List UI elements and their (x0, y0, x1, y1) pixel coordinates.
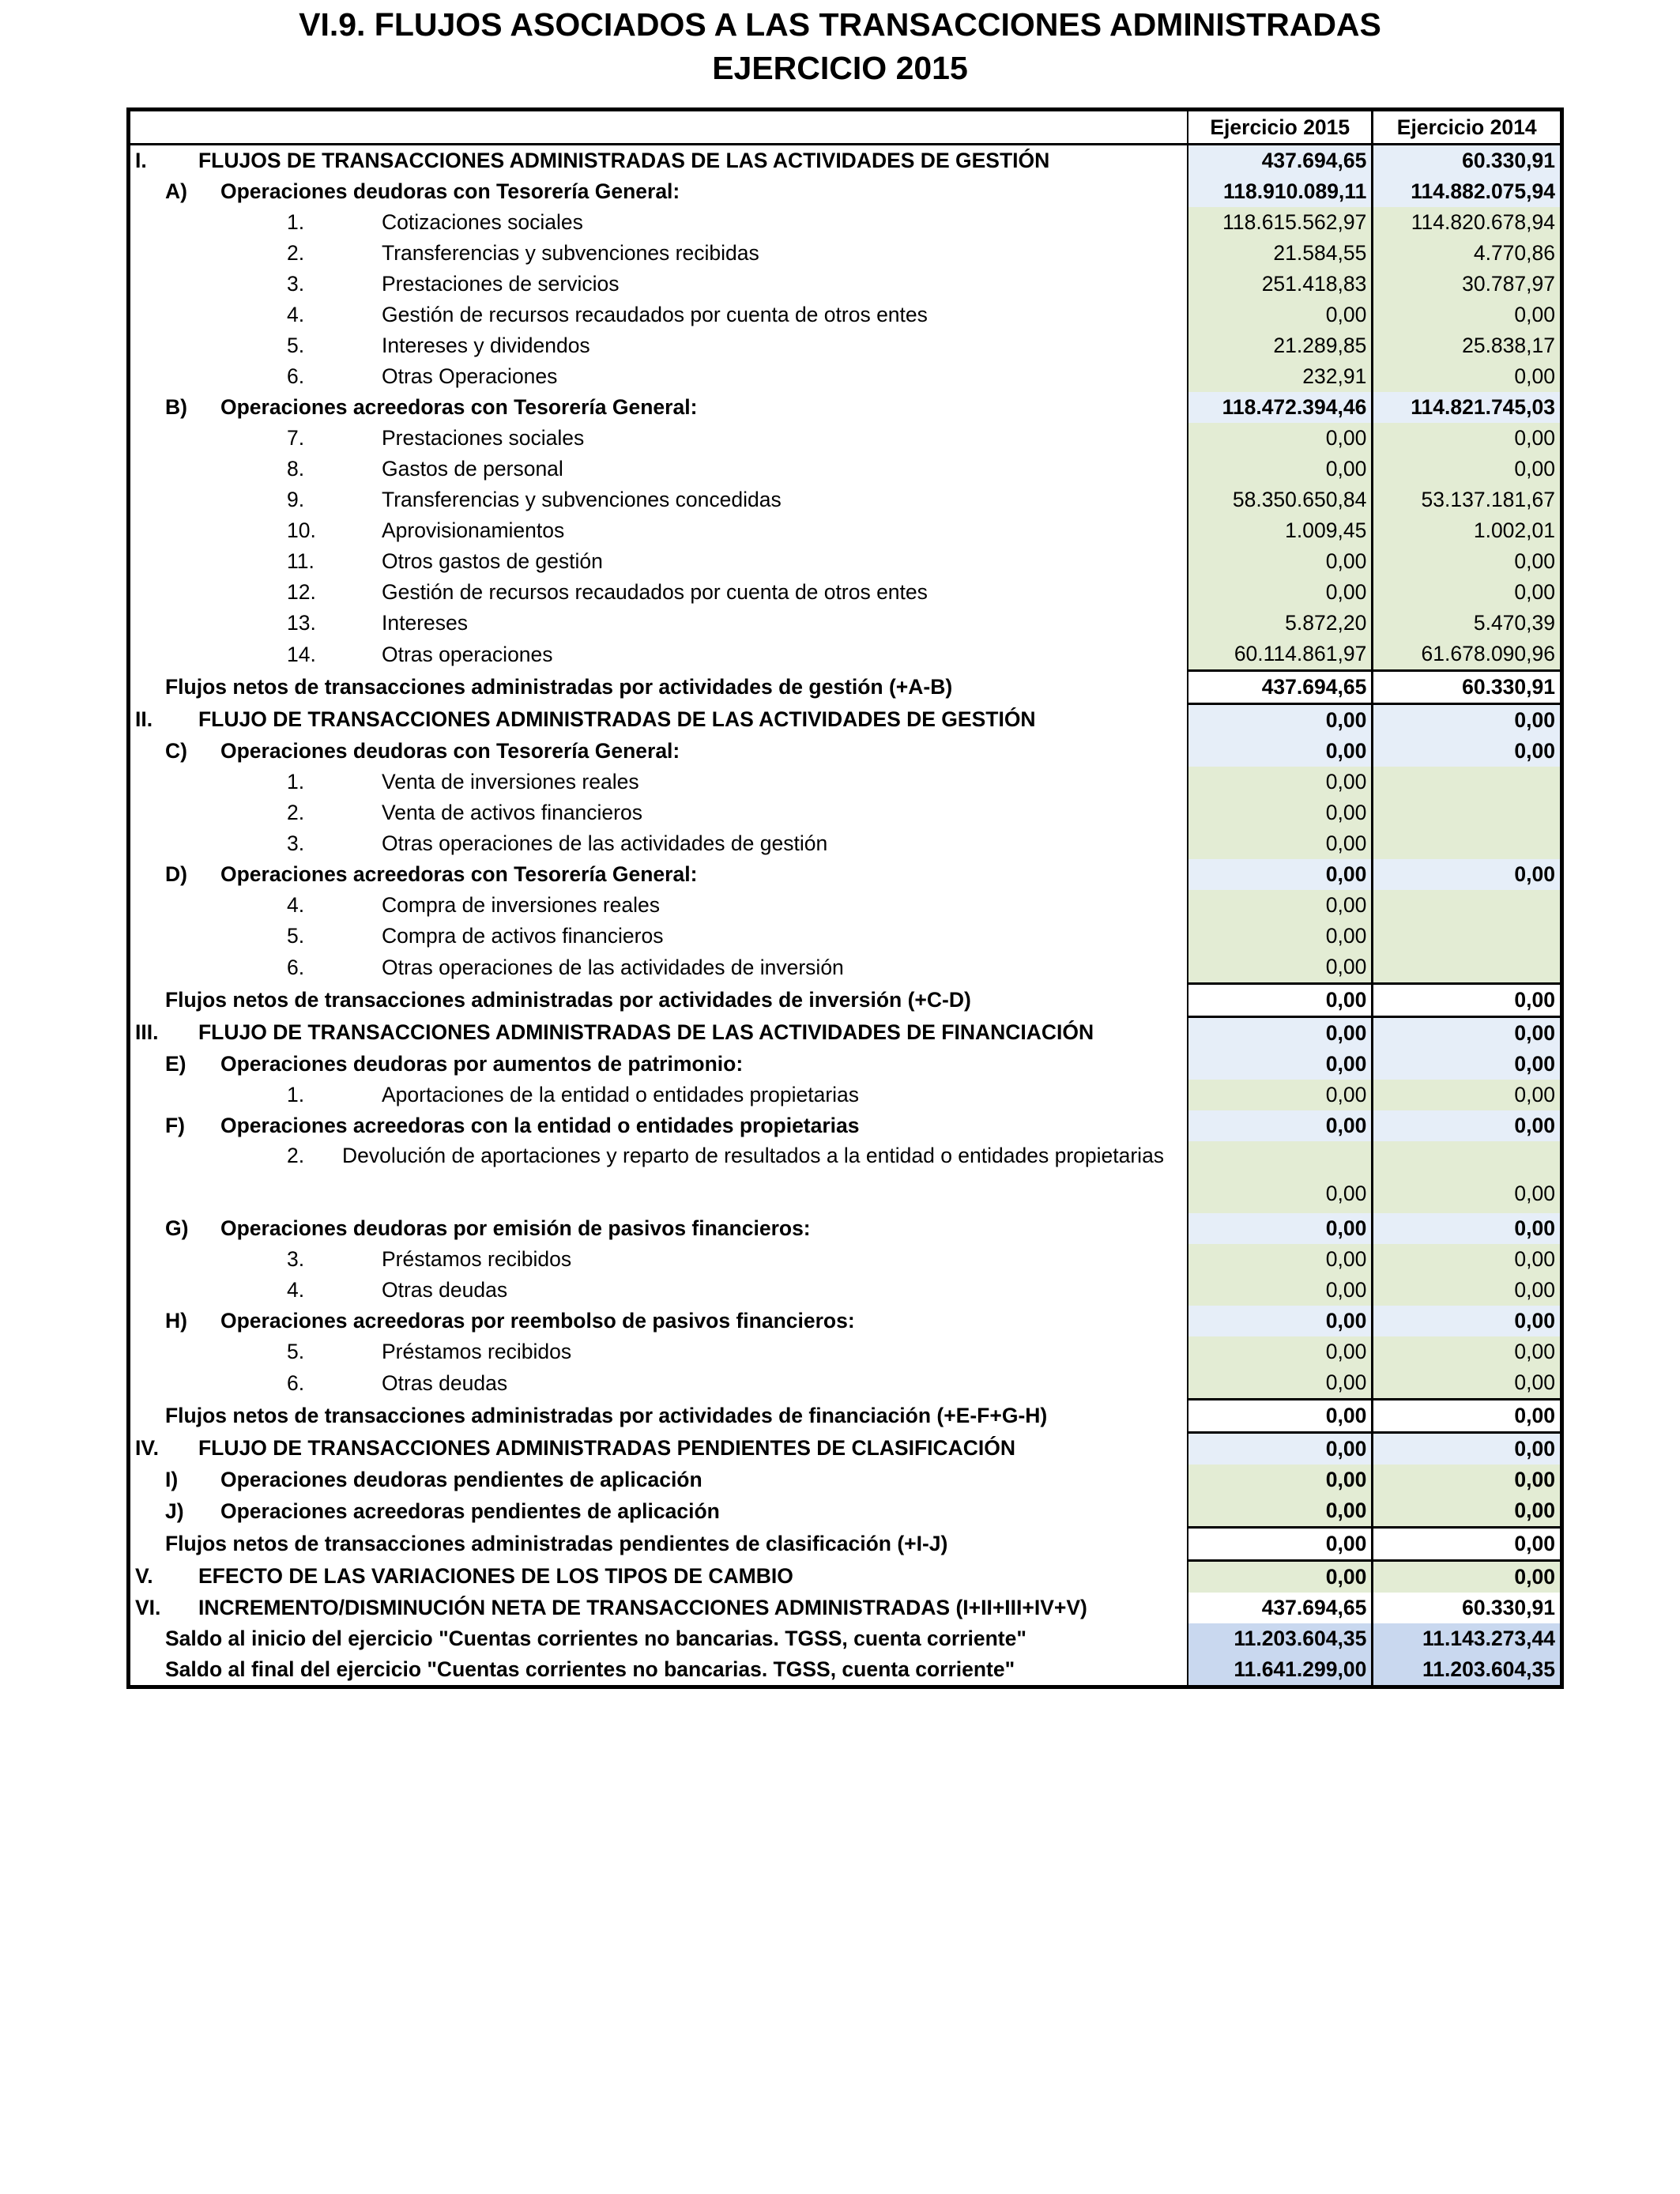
value-2015: 0,00 (1188, 704, 1373, 737)
row-label-cell (129, 828, 1188, 859)
table-row (129, 639, 1562, 671)
value-2015: 0,00 (1188, 1017, 1373, 1050)
item-label: Gestión de recursos recaudados por cuenta de otros entes (382, 303, 928, 326)
item-number: 5. (287, 334, 305, 357)
section-label: FLUJOS DE TRANSACCIONES ADMINISTRADAS DE LAS ACTIVIDADES DE GESTIÓN (198, 149, 1050, 172)
item-label: Otras deudas (382, 1370, 508, 1395)
table-row (129, 797, 1562, 828)
value-2014: 0,00 (1373, 1561, 1562, 1593)
value-2015: 0,00 (1188, 797, 1373, 828)
value-2014: 0,00 (1373, 859, 1562, 890)
table-row (129, 1367, 1562, 1400)
item-number: 3. (287, 1247, 305, 1271)
value-2015: 0,00 (1188, 454, 1373, 484)
value-2015: 437.694,65 (1188, 145, 1373, 177)
value-2014: 114.820.678,94 (1373, 207, 1562, 238)
item-label: Prestaciones de servicios (382, 272, 620, 296)
table-row (129, 984, 1562, 1017)
table-row (129, 392, 1562, 423)
group-label: Operaciones deudoras con Tesorería General: (220, 739, 680, 763)
value-2014: 0,00 (1373, 361, 1562, 392)
group-label: Operaciones deudoras con Tesorería General: (220, 179, 680, 203)
net-flow-label: Flujos netos de transacciones administradas por actividades de inversión (+C-D) (165, 988, 971, 1012)
row-label-cell (129, 1244, 1188, 1275)
value-2015: 0,00 (1188, 300, 1373, 330)
table-row (129, 1654, 1562, 1687)
row-label-cell (129, 890, 1188, 921)
value-2014: 53.137.181,67 (1373, 484, 1562, 515)
net-flow-label: Flujos netos de transacciones administradas por actividades de financiación (+E-F+G-H) (165, 1404, 1048, 1427)
value-2015: 0,00 (1188, 1561, 1373, 1593)
item-label: Intereses y dividendos (382, 334, 590, 357)
section-number: IV. (135, 1436, 159, 1461)
value-2014: 0,00 (1373, 1141, 1562, 1213)
value-2014: 114.821.745,03 (1373, 392, 1562, 423)
item-number: 5. (287, 924, 305, 948)
row-label-cell (129, 1213, 1188, 1244)
value-2015: 1.009,45 (1188, 515, 1373, 546)
table-row (129, 1110, 1562, 1141)
section-label: FLUJO DE TRANSACCIONES ADMINISTRADAS PENDIENTES DE CLASIFICACIÓN (198, 1436, 1016, 1461)
row-label-cell (129, 984, 1188, 1017)
item-number: 2. (287, 1144, 305, 1167)
table-row (129, 859, 1562, 890)
row-label-cell (129, 145, 1188, 177)
value-2014: 61.678.090,96 (1373, 639, 1562, 671)
table-row (129, 608, 1562, 639)
value-2014: 0,00 (1373, 1400, 1562, 1433)
value-2015: 60.114.861,97 (1188, 639, 1373, 671)
net-flow-label: Flujos netos de transacciones administradas pendientes de clasificación (+I-J) (165, 1532, 948, 1555)
section-label: FLUJO DE TRANSACCIONES ADMINISTRADAS DE LAS ACTIVIDADES DE FINANCIACIÓN (198, 1020, 1094, 1045)
value-2014: 60.330,91 (1373, 671, 1562, 704)
row-label-cell (129, 608, 1188, 639)
item-number: 6. (287, 1370, 305, 1395)
value-2015: 0,00 (1188, 1367, 1373, 1400)
group-label: Operaciones deudoras por aumentos de patrimonio: (220, 1052, 744, 1076)
section-number: VI. (135, 1596, 161, 1619)
value-2015: 0,00 (1188, 828, 1373, 859)
page-subtitle: EJERCICIO 2015 (712, 50, 968, 86)
value-2015: 0,00 (1188, 1495, 1373, 1528)
value-2014: 0,00 (1373, 454, 1562, 484)
item-label: Prestaciones sociales (382, 426, 585, 450)
row-label-cell (129, 515, 1188, 546)
row-label-cell (129, 1654, 1188, 1687)
value-2014: 0,00 (1373, 1080, 1562, 1110)
group-label: Operaciones acreedoras pendientes de aplicación (220, 1498, 720, 1523)
value-2014: 0,00 (1373, 984, 1562, 1017)
row-label-cell (129, 1561, 1188, 1593)
row-label-cell (129, 176, 1188, 207)
value-2015: 0,00 (1188, 767, 1373, 797)
table-row (129, 515, 1562, 546)
table-row (129, 671, 1562, 704)
row-label-cell (129, 1433, 1188, 1465)
table-row (129, 828, 1562, 859)
section-number: II. (135, 707, 153, 732)
value-2015: 437.694,65 (1188, 1593, 1373, 1623)
value-2014 (1373, 952, 1562, 984)
group-letter: D) (165, 862, 187, 886)
group-letter: E) (165, 1052, 186, 1076)
table-row (129, 1495, 1562, 1528)
value-2014: 4.770,86 (1373, 238, 1562, 269)
table-row (129, 1593, 1562, 1623)
item-number: 2. (287, 801, 305, 824)
table-row (129, 269, 1562, 300)
value-2015: 0,00 (1188, 1049, 1373, 1080)
value-2014: 0,00 (1373, 423, 1562, 454)
value-2015: 0,00 (1188, 1275, 1373, 1306)
group-letter: J) (165, 1498, 184, 1523)
row-label-cell (129, 484, 1188, 515)
row-label-cell (129, 1017, 1188, 1050)
value-2015: 118.615.562,97 (1188, 207, 1373, 238)
table-row (129, 704, 1562, 737)
row-label-cell (129, 1336, 1188, 1367)
balance-label: Saldo al final del ejercicio "Cuentas corrientes no bancarias. TGSS, cuenta corriente" (165, 1657, 1015, 1681)
table-row (129, 736, 1562, 767)
row-label-cell (129, 330, 1188, 361)
table-row (129, 921, 1562, 952)
item-label: Otras operaciones (382, 642, 553, 666)
table-row (129, 176, 1562, 207)
value-2014: 60.330,91 (1373, 1593, 1562, 1623)
item-number: 9. (287, 488, 305, 511)
table-row (129, 1213, 1562, 1244)
table-row (129, 1433, 1562, 1465)
value-2014: 0,00 (1373, 1017, 1562, 1050)
row-label-cell (129, 859, 1188, 890)
table-row (129, 577, 1562, 608)
row-label-cell (129, 454, 1188, 484)
value-2015: 118.910.089,11 (1188, 176, 1373, 207)
value-2015: 5.872,20 (1188, 608, 1373, 639)
value-2015: 0,00 (1188, 1528, 1373, 1561)
group-label: Operaciones acreedoras con la entidad o entidades propietarias (220, 1114, 860, 1137)
section-label: FLUJO DE TRANSACCIONES ADMINISTRADAS DE LAS ACTIVIDADES DE GESTIÓN (198, 707, 1036, 732)
value-2015: 0,00 (1188, 952, 1373, 984)
item-number: 4. (287, 303, 305, 326)
column-header-2015: Ejercicio 2015 (1188, 110, 1373, 145)
item-label: Gastos de personal (382, 457, 563, 481)
section-number: V. (135, 1564, 153, 1589)
value-2014: 0,00 (1373, 1306, 1562, 1336)
group-label: Operaciones deudoras por emisión de pasivos financieros: (220, 1216, 811, 1240)
value-2014: 11.203.604,35 (1373, 1654, 1562, 1687)
group-letter: G) (165, 1216, 189, 1240)
group-letter: F) (165, 1114, 186, 1137)
row-label-cell (129, 704, 1188, 737)
row-label-cell (129, 921, 1188, 952)
item-number: 4. (287, 1278, 305, 1302)
item-label: Otras operaciones de las actividades de inversión (382, 955, 844, 979)
item-number: 10. (287, 518, 316, 542)
row-label-cell (129, 1528, 1188, 1561)
net-flow-label: Flujos netos de transacciones administradas por actividades de gestión (+A-B) (165, 675, 953, 699)
group-letter: H) (165, 1309, 187, 1333)
value-2015: 0,00 (1188, 921, 1373, 952)
group-letter: B) (165, 395, 187, 419)
value-2014: 0,00 (1373, 1367, 1562, 1400)
row-label-cell (129, 1049, 1188, 1080)
table-row (129, 1017, 1562, 1050)
table-row (129, 546, 1562, 577)
item-number: 4. (287, 893, 305, 917)
item-number: 3. (287, 831, 305, 855)
value-2014: 114.882.075,94 (1373, 176, 1562, 207)
table-row (129, 484, 1562, 515)
table-row (129, 454, 1562, 484)
row-label-cell (129, 1110, 1188, 1141)
table-row (129, 1528, 1562, 1561)
row-label-cell (129, 300, 1188, 330)
value-2015: 0,00 (1188, 1110, 1373, 1141)
item-label: Otras deudas (382, 1278, 508, 1302)
table-row (129, 330, 1562, 361)
value-2014: 0,00 (1373, 1275, 1562, 1306)
value-2015: 0,00 (1188, 1080, 1373, 1110)
item-number: 2. (287, 241, 305, 265)
value-2014 (1373, 890, 1562, 921)
value-2014: 0,00 (1373, 1244, 1562, 1275)
balance-label: Saldo al inicio del ejercicio "Cuentas corrientes no bancarias. TGSS, cuenta corriente" (165, 1627, 1026, 1650)
row-label-cell (129, 736, 1188, 767)
row-label-cell (129, 1495, 1188, 1528)
group-label: Operaciones acreedoras con Tesorería General: (220, 862, 698, 886)
table-row (129, 207, 1562, 238)
item-number: 6. (287, 364, 305, 388)
value-2015: 21.584,55 (1188, 238, 1373, 269)
page-title: VI.9. FLUJOS ASOCIADOS A LAS TRANSACCIONES ADMINISTRADAS (299, 6, 1381, 43)
value-2015: 251.418,83 (1188, 269, 1373, 300)
value-2014: 0,00 (1373, 1213, 1562, 1244)
table-row (129, 361, 1562, 392)
table-row (129, 1336, 1562, 1367)
item-number: 8. (287, 457, 305, 481)
item-label: Compra de activos financieros (382, 924, 664, 948)
item-label: Gestión de recursos recaudados por cuenta de otros entes (382, 580, 928, 604)
item-number: 14. (287, 642, 316, 666)
table-row (129, 145, 1562, 177)
value-2014: 0,00 (1373, 1049, 1562, 1080)
value-2015: 0,00 (1188, 423, 1373, 454)
row-label-cell (129, 577, 1188, 608)
row-label-cell (129, 392, 1188, 423)
value-2015: 0,00 (1188, 577, 1373, 608)
item-number: 11. (287, 549, 315, 573)
value-2015: 0,00 (1188, 1213, 1373, 1244)
item-label: Otras Operaciones (382, 364, 558, 388)
group-label: Operaciones acreedoras por reembolso de pasivos financieros: (220, 1309, 855, 1333)
value-2015: 232,91 (1188, 361, 1373, 392)
value-2014: 0,00 (1373, 1433, 1562, 1465)
item-label: Transferencias y subvenciones concedidas (382, 488, 782, 511)
section-number: I. (135, 149, 147, 172)
row-label-cell (129, 1593, 1188, 1623)
row-label-cell (129, 1400, 1188, 1433)
table-row (129, 1306, 1562, 1336)
item-number: 12. (287, 580, 316, 604)
row-label-cell (129, 1275, 1188, 1306)
value-2014: 0,00 (1373, 546, 1562, 577)
row-label-cell (129, 423, 1188, 454)
table-row (129, 1623, 1562, 1654)
item-number: 3. (287, 272, 305, 296)
row-label-cell (129, 1141, 1188, 1213)
item-number: 1. (287, 770, 305, 794)
section-label: INCREMENTO/DISMINUCIÓN NETA DE TRANSACCIONES ADMINISTRADAS (I+II+III+IV+V) (198, 1596, 1087, 1619)
header-blank (129, 110, 1188, 145)
row-label-cell (129, 1080, 1188, 1110)
value-2014: 60.330,91 (1373, 145, 1562, 177)
value-2015: 11.641.299,00 (1188, 1654, 1373, 1687)
value-2014: 0,00 (1373, 1336, 1562, 1367)
value-2014: 0,00 (1373, 1495, 1562, 1528)
table-row (129, 1141, 1562, 1213)
value-2014: 0,00 (1373, 736, 1562, 767)
value-2014: 30.787,97 (1373, 269, 1562, 300)
cash-flow-table (126, 107, 1564, 1689)
table-row (129, 1244, 1562, 1275)
value-2015: 0,00 (1188, 546, 1373, 577)
item-label: Préstamos recibidos (382, 1247, 572, 1271)
value-2014: 0,00 (1373, 1465, 1562, 1495)
row-label-cell (129, 546, 1188, 577)
table-row (129, 300, 1562, 330)
group-label: Operaciones deudoras pendientes de aplicación (220, 1468, 703, 1491)
group-label: Operaciones acreedoras con Tesorería General: (220, 395, 698, 419)
row-label-cell (129, 671, 1188, 704)
item-number: 5. (287, 1340, 305, 1363)
value-2014: 1.002,01 (1373, 515, 1562, 546)
value-2015: 0,00 (1188, 1306, 1373, 1336)
item-label: Aportaciones de la entidad o entidades propietarias (382, 1083, 860, 1106)
group-letter: C) (165, 739, 187, 763)
item-label: Otras operaciones de las actividades de gestión (382, 831, 828, 855)
table-row (129, 1465, 1562, 1495)
row-label-cell (129, 238, 1188, 269)
value-2014: 0,00 (1373, 577, 1562, 608)
value-2014 (1373, 921, 1562, 952)
group-letter: I) (165, 1468, 179, 1491)
value-2014 (1373, 828, 1562, 859)
value-2015: 21.289,85 (1188, 330, 1373, 361)
value-2015: 0,00 (1188, 1141, 1373, 1213)
value-2015: 0,00 (1188, 859, 1373, 890)
value-2014 (1373, 797, 1562, 828)
row-label-cell (129, 1306, 1188, 1336)
column-header-2014: Ejercicio 2014 (1373, 110, 1562, 145)
row-label-cell (129, 1367, 1188, 1400)
item-label: Aprovisionamientos (382, 518, 565, 542)
table-row (129, 1275, 1562, 1306)
item-label: Préstamos recibidos (382, 1340, 572, 1363)
value-2015: 437.694,65 (1188, 671, 1373, 704)
value-2014: 0,00 (1373, 1528, 1562, 1561)
value-2015: 58.350.650,84 (1188, 484, 1373, 515)
value-2014: 0,00 (1373, 704, 1562, 737)
table-row (129, 1049, 1562, 1080)
value-2014 (1373, 767, 1562, 797)
row-label-cell (129, 1623, 1188, 1654)
row-label-cell (129, 797, 1188, 828)
table-row (129, 1561, 1562, 1593)
value-2014: 25.838,17 (1373, 330, 1562, 361)
value-2015: 118.472.394,46 (1188, 392, 1373, 423)
table-row (129, 1400, 1562, 1433)
row-label-cell (129, 639, 1188, 671)
item-label: Otros gastos de gestión (382, 549, 603, 573)
value-2014: 0,00 (1373, 300, 1562, 330)
item-number: 1. (287, 210, 305, 234)
value-2015: 0,00 (1188, 1465, 1373, 1495)
value-2014: 11.143.273,44 (1373, 1623, 1562, 1654)
value-2015: 0,00 (1188, 1244, 1373, 1275)
item-number: 6. (287, 955, 305, 979)
group-letter: A) (165, 179, 187, 203)
item-label: Compra de inversiones reales (382, 893, 661, 917)
table-row (129, 952, 1562, 984)
item-label: Transferencias y subvenciones recibidas (382, 241, 759, 265)
item-number: 13. (287, 611, 316, 635)
row-label-cell (129, 207, 1188, 238)
value-2014: 5.470,39 (1373, 608, 1562, 639)
value-2015: 0,00 (1188, 890, 1373, 921)
value-2015: 0,00 (1188, 1400, 1373, 1433)
item-label: Venta de activos financieros (382, 801, 642, 824)
table-row (129, 423, 1562, 454)
value-2015: 0,00 (1188, 984, 1373, 1017)
item-label: Venta de inversiones reales (382, 770, 639, 794)
row-label-cell (129, 361, 1188, 392)
section-number: III. (135, 1020, 159, 1045)
item-label: Cotizaciones sociales (382, 210, 583, 234)
row-label-cell (129, 269, 1188, 300)
row-label-cell (129, 767, 1188, 797)
value-2014: 0,00 (1373, 1110, 1562, 1141)
item-number: 1. (287, 1083, 305, 1106)
table-row (129, 767, 1562, 797)
item-number: 7. (287, 426, 305, 450)
table-row (129, 238, 1562, 269)
value-2015: 0,00 (1188, 736, 1373, 767)
item-label: Intereses (382, 611, 469, 635)
section-label: EFECTO DE LAS VARIACIONES DE LOS TIPOS DE CAMBIO (198, 1564, 793, 1589)
value-2015: 0,00 (1188, 1336, 1373, 1367)
item-label: Devolución de aportaciones y reparto de resultados a la entidad o entidades propietarias (342, 1144, 1165, 1167)
row-label-cell (129, 1465, 1188, 1495)
table-row (129, 1080, 1562, 1110)
row-label-cell (129, 952, 1188, 984)
value-2015: 0,00 (1188, 1433, 1373, 1465)
table-row (129, 890, 1562, 921)
table-header-row (129, 110, 1562, 145)
value-2015: 11.203.604,35 (1188, 1623, 1373, 1654)
